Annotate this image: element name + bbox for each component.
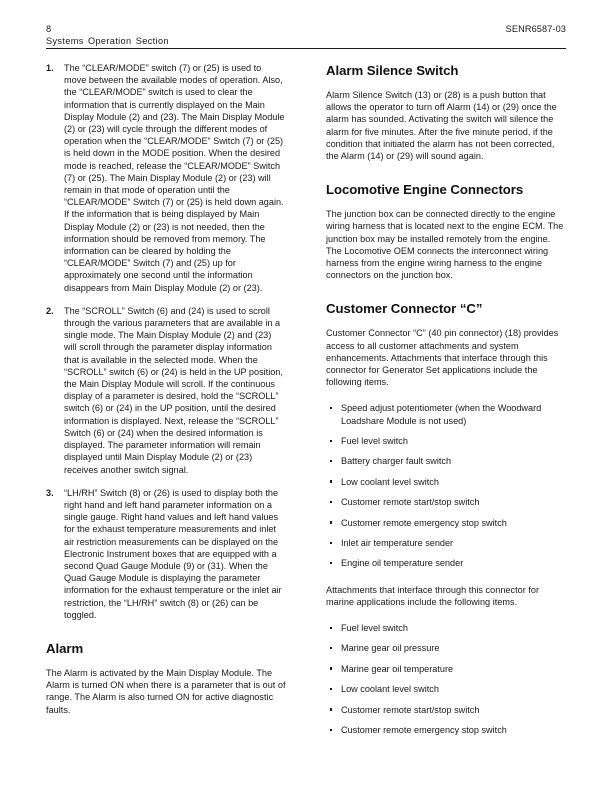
spacer: [326, 316, 566, 327]
list-gap: [326, 695, 566, 703]
list-item: [326, 537, 566, 549]
list-item-number: 1.: [46, 63, 54, 73]
spacer: [326, 608, 566, 622]
list-item: [326, 683, 566, 695]
list-item: [326, 642, 566, 654]
list-item-label: Inlet air temperature sender: [341, 538, 454, 548]
numbered-list: [46, 62, 286, 621]
list-gap: [326, 488, 566, 496]
list-gap: [326, 655, 566, 663]
customer-connector-c-intro: Customer Connector “C” (40 pin connector) (18) provides access to all customer attachments and system enhancements. Attachments that interface through this connector for Generator Set applications include the following items.: [326, 328, 559, 388]
list-item-label: Customer remote start/stop switch: [341, 704, 480, 715]
list-item-label: Speed adjust potentiometer (when the Woodward Loadshare Module is not used): [341, 403, 542, 426]
list-item-label: Low coolant level switch: [341, 476, 439, 487]
list-item: [46, 487, 286, 621]
locomotive-engine-connectors-heading: Locomotive Engine Connectors: [326, 182, 524, 198]
bullet-icon: [330, 460, 332, 462]
bullet-icon: [330, 480, 332, 482]
list-item: [326, 455, 566, 467]
spacer: [326, 78, 566, 89]
spacer: [46, 621, 286, 640]
list-gap: [326, 468, 566, 476]
bullet-icon: [330, 542, 332, 544]
list-item-label: Fuel level switch: [341, 623, 408, 633]
alarm-silence-switch-body: Alarm Silence Switch (13) or (28) is a push button that allows the operator to turn off Alarm (14) or (29) once the alarm has sounded. Activating the switch will silence the alarm for five minutes. After the five minute period, if the condition that initiated the alarm has not been corrected, the Alarm (14) or (29) will sound again.: [326, 90, 557, 162]
locomotive-engine-connectors-section: [326, 181, 566, 197]
bullet-icon: [330, 501, 332, 503]
list-item-label: Customer remote emergency stop switch: [341, 724, 507, 735]
bullet-icon: [330, 688, 332, 690]
list-item: [326, 724, 566, 736]
spacer: [46, 656, 286, 667]
list-item-text: The “CLEAR/MODE” switch (7) or (25) is used to move between the available modes of operation. Also, the “CLEAR/MODE” switch is used to clear the information that is currently displayed on the Main Display Module (2) and (23). The Main Display Module (2) or (23) will cycle through the different modes of operation when the “CLEAR/MODE” Switch (7) or (25) is held down in the MODE position. When the desired mode is reached, release the “CLEAR/MODE” Switch (7) or (25). The Main Display Module (2) or (23) will remain in that mode of operation until the “CLEAR/MODE” Switch (7) or (25) is held down again. If the information that is being displayed by Main Display Module (2) or (23) is not needed, then the information should be removed from memory. The information can be cleared by holding the “CLEAR/MODE” Switch (7) and (25) up for approximately one second until the information disappears from Main Display Module (2) or (23).: [64, 63, 285, 293]
customer-connector-c-heading: Customer Connector “C”: [326, 301, 483, 317]
spacer: [326, 281, 566, 300]
locomotive-engine-connectors-body: The junction box can be connected directly to the engine wiring harness that is located next to the engine ECM. The junction box may be installed remotely from the engine. The Locomotive OEM connects the interconnect wiring harness from the engine wiring harness to the engine connectors on the junction box.: [326, 209, 564, 281]
list-item-text: “LH/RH” Switch (8) or (26) is used to display both the right hand and left hand parameter information on a single gauge. Right hand values and left hand values for the exhaust temperature measurements and inlet air restriction measurements can be displayed on the Electronic Instrument boxes that are equipped with a second Quad Gauge Module (9) or (31). When the Quad Gauge Module is displaying the parameter information for the exhaust temperature or the inlet air restriction, the “LH/RH” switch (8) or (26) can be toggled.: [64, 487, 282, 620]
spacer: [326, 197, 566, 208]
list-gap: [46, 294, 286, 305]
list-gap: [326, 675, 566, 683]
list-item: [326, 476, 566, 488]
list-item-label: Marine gear oil temperature: [341, 663, 454, 674]
list-item: [326, 622, 566, 634]
alarm-heading: Alarm: [46, 640, 84, 656]
left-column: [46, 62, 286, 716]
list-item-label: Customer remote emergency stop switch: [341, 517, 507, 528]
spacer: [326, 388, 566, 402]
alarm-section: [46, 640, 286, 656]
list-item: [326, 704, 566, 716]
list-item-label: Customer remote start/stop switch: [341, 497, 480, 508]
header-divider: [46, 48, 566, 49]
list-item: [326, 402, 566, 426]
list-gap: [326, 634, 566, 642]
alarm-silence-switch-heading: Alarm Silence Switch: [326, 63, 459, 78]
bullet-icon: [330, 647, 332, 649]
list-item-number: 3.: [46, 487, 54, 498]
list-item-label: Low coolant level switch: [341, 684, 439, 695]
marine-items-list: [326, 622, 566, 736]
list-gap: [326, 716, 566, 724]
list-gap: [326, 549, 566, 557]
list-gap: [326, 447, 566, 455]
list-item-number: 2.: [46, 305, 54, 316]
customer-connector-c-section: [326, 300, 566, 316]
list-item: [326, 435, 566, 447]
bullet-icon: [330, 627, 332, 629]
page-number: 8: [46, 24, 52, 34]
alarm-silence-switch-section: [326, 62, 566, 78]
list-gap: [46, 476, 286, 487]
right-column: [326, 62, 566, 736]
list-item-label: Marine gear oil pressure: [341, 643, 440, 654]
spacer: [326, 162, 566, 181]
list-gap: [326, 529, 566, 537]
section-name: Systems Operation Section: [46, 36, 169, 46]
bullet-icon: [330, 440, 332, 442]
bullet-icon: [330, 708, 332, 710]
body-columns: [46, 62, 566, 772]
marine-intro: Attachments that interface through this connector for marine applications include the following items.: [326, 584, 540, 607]
bullet-icon: [330, 562, 332, 564]
list-item: [326, 663, 566, 675]
alarm-body: The Alarm is activated by the Main Display Module. The Alarm is turned ON when there is a parameter that is out of range. The Alarm is also turned ON for active diagnostic faults.: [46, 667, 286, 715]
list-gap: [326, 427, 566, 435]
list-item: [326, 496, 566, 508]
list-item-label: Engine oil temperature sender: [341, 558, 464, 569]
document-number: SENR6587-03: [505, 24, 566, 34]
page-header: [46, 24, 566, 46]
generator-set-items-list: [326, 402, 566, 569]
list-item-label: Battery charger fault switch: [341, 456, 452, 467]
spacer: [326, 570, 566, 584]
list-item: [46, 305, 286, 476]
bullet-icon: [330, 521, 332, 523]
bullet-icon: [330, 407, 332, 409]
list-gap: [326, 508, 566, 516]
bullet-icon: [330, 667, 332, 669]
list-item-label: Fuel level switch: [341, 436, 408, 447]
list-item-text: The “SCROLL” Switch (6) and (24) is used to scroll through the various parameters that are available in a single mode. The Main Display Module (2) and (23) will scroll through the parameter display information that is available in the selected mode. When the “SCROLL” switch (6) or (24) is held in the UP position, the Main Display Module will scroll. If the continuous display of a parameter is desired, hold the “SCROLL” switch (6) or (24) in the UP position, until the desired information is displayed. Next, release the “SCROLL” Switch (6) or (24) when the desired information is displayed. The parameter information will remain displayed until Main Display Module (2) or (23) receives another switch signal.: [64, 305, 283, 475]
list-item: [326, 517, 566, 529]
bullet-icon: [330, 729, 332, 731]
list-item: [326, 557, 566, 569]
list-item: [46, 62, 286, 294]
